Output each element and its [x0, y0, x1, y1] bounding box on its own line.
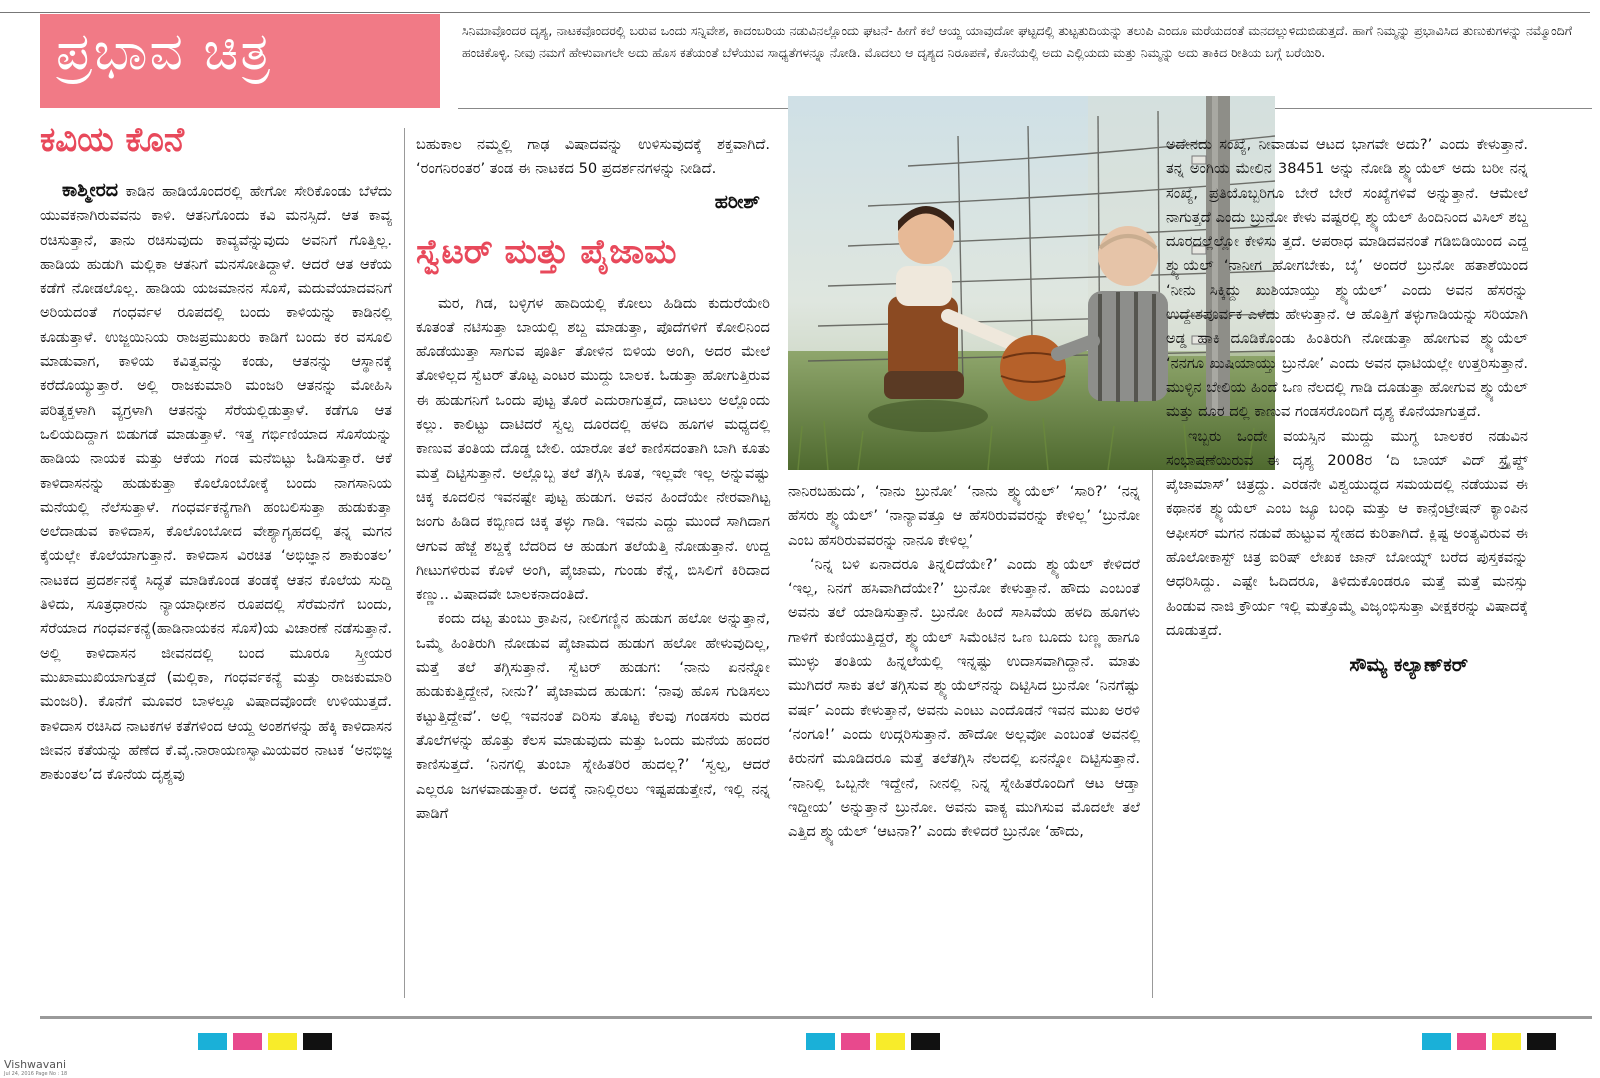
magenta-swatch	[841, 1033, 870, 1050]
article-1-dropcap: ಕಾಶ್ಮೀರದ	[62, 179, 119, 201]
article-2-paragraph-1: ಮರ, ಗಿಡ, ಬಳ್ಳಿಗಳ ಹಾದಿಯಲ್ಲಿ ಕೋಲು ಹಿಡಿದು ಕುದುರೆಯೇರಿ ಕೂತಂತೆ ನಟಿಸುತ್ತಾ ಬಾಯಲ್ಲಿ ಶಬ್ದ ಮಾಡುತ್ತಾ, ಪೊದೆಗಳಿಗೆ ಕೋಲಿನಿಂದ ಹೊಡೆಯುತ್ತಾ ಸಾಗುವ ಪೂರ್ತಿ ತೋಳಿನ ಬಿಳಿಯ ಅಂಗಿ, ಅದರ ಮೇಲೆ ತೋಳಿಲ್ಲದ ಸ್ವೆಟರ್ ತೊಟ್ಟ ಎಂಟರ ಮುದ್ದು ಬಾಲಕ. ಓಡುತ್ತಾ ಹೋಗುತ್ತಿರುವ ಈ ಹುಡುಗನಿಗೆ ಒಂದು ಪುಟ್ಟ ತೊರೆ ಎದುರಾಗುತ್ತದೆ, ದಾಟಲು ಅಲ್ಲೊಂದು ಕಲ್ಲು. ಕಾಲಿಟ್ಟು ದಾಟಿದರೆ ಸ್ವಲ್ಪ ದೂರದಲ್ಲಿ ಹಳದಿ ಹೂಗಳ ಮಧ್ಯದಲ್ಲಿ ಕಾಣುವ ತಂತಿಯ ದೊಡ್ಡ ಬೇಲಿ. ಯಾರೋ ತಲೆ ಕಾಣಿಸದಂತಾಗಿ ಬಾಗಿ ಕೂತು ಮತ್ತೆ ದಿಟ್ಟಿಸುತ್ತಾನೆ. ಅಲ್ಲೊಬ್ಬ ತಲೆ ತಗ್ಗಿಸಿ ಕೂತ, ಇಲ್ಲವೇ ಇಲ್ಲ ಅನ್ನುವಷ್ಟು ಚಿಕ್ಕ ಕೂದಲಿನ ಇವನಷ್ಟೇ ಪುಟ್ಟ ಹುಡುಗ. ಅವನ ಹಿಂದೆಯೇ ನೇರವಾಗಿಟ್ಟ ಜಂಗು ಹಿಡಿದ ಕಬ್ಬಿಣದ ಚಿಕ್ಕ ತಳ್ಳು ಗಾಡಿ. ಇವನು ಎದ್ದು ಮುಂದೆ ಸಾಗಿದಾಗ ಆಗುವ ಹೆಜ್ಜೆ ಶಬ್ದಕ್ಕೆ ಬೆದರಿದ ಆ ಹುಡುಗ ತಲೆಯೆತ್ತಿ ನೋಡುತ್ತಾನೆ. ಉದ್ದ ಗೀಟುಗಳಿರುವ ಕೊಳೆ ಅಂಗಿ, ಪೈಜಾಮ, ಗುಂಡು ಕೆನ್ನೆ, ಬಿಸಿಲಿಗೆ ಕಿರಿದಾದ ಕಣ್ಣು.. ವಿಷಾದವೇ ಬಾಲಕನಾದಂತಿದೆ.	[416, 294, 770, 604]
article-1-author: ಹರೀಶ್	[714, 190, 760, 213]
cyan-swatch	[198, 1033, 227, 1050]
black-swatch	[911, 1033, 940, 1050]
yellow-swatch	[1492, 1033, 1521, 1050]
article-1-body	[40, 178, 392, 787]
black-swatch	[303, 1033, 332, 1050]
color-registration-marks-right	[1422, 1033, 1556, 1050]
article-2-author: ಸೌಮ್ಯ ಕಲ್ಯಾಣ್‌ಕರ್	[1349, 654, 1468, 677]
article-2-paragraph-6: ಇಬ್ಬರು ಒಂದೇ ವಯಸ್ಸಿನ ಮುದ್ದು ಮುಗ್ಧ ಬಾಲಕರ ನಡುವಿನ ಸಂಭಾಷಣೆಯಿರುವ ಈ ದೃಶ್ಯ 2008ರ ‘ದಿ ಬಾಯ್ ವಿದ್ ಸ್ಟ್ರೈಪ್ಡ್ ಪೈಜಾಮಾಸ್’ ಚಿತ್ರದ್ದು. ಎರಡನೇ ವಿಶ್ವಯುದ್ಧದ ಸಮಯದಲ್ಲಿ ನಡೆಯುವ ಈ ಕಥಾನಕ ಶ್ಮ್ಯುಯೆಲ್ ಎಂಬ ಜ್ಯೂ ಬಂಧಿ ಮತ್ತು ಆ ಕಾನ್ಸೆಂಟ್ರೇಷನ್ ಕ್ಯಾಂಪಿನ ಆಫೀಸರ್ ಮಗನ ನಡುವೆ ಹುಟ್ಟುವ ಸ್ನೇಹದ ಕುರಿತಾಗಿದೆ. ಕ್ಲಿಷ್ಟ ಅಂತ್ಯವಿರುವ ಈ ಹೊಲೋಕಾಸ್ಟ್ ಚಿತ್ರ ಐರಿಷ್ ಲೇಖಕ ಜಾನ್ ಬೋಯ್ನ್ ಬರೆದ ಪುಸ್ತಕವನ್ನು ಆಧರಿಸಿದ್ದು. ಎಷ್ಟೇ ಓದಿದರೂ, ತಿಳಿದುಕೊಂಡರೂ ಮತ್ತೆ ಮತ್ತೆ ಮನಸ್ಸು ಹಿಂಡುವ ನಾಜಿ ಕ್ರೌರ್ಯ ಇಲ್ಲಿ ಮತ್ತೊಮ್ಮೆ ವಿಜೃಂಭಿಸುತ್ತಾ ವೀಕ್ಷಕರನ್ನು ವಿಷಾದಕ್ಕೆ ದೂಡುತ್ತದೆ.	[1166, 427, 1528, 639]
article-1-headline: ಕವಿಯ ಕೊನೆ	[40, 120, 185, 160]
cyan-swatch	[1422, 1033, 1451, 1050]
magenta-swatch	[233, 1033, 262, 1050]
article-1-text: ಕಾಡಿನ ಹಾಡಿಯೊಂದರಲ್ಲಿ ಹೇಗೋ ಸೇರಿಕೊಂಡು ಬೆಳೆದು ಯುವಕನಾಗಿರುವವನು ಕಾಳಿ. ಆತನಿಗೊಂದು ಕವಿ ಮನಸ್ಸಿದೆ. ಆತ ಕಾವ್ಯ ರಚಿಸುತ್ತಾನೆ, ತಾನು ರಚಿಸುವುದು ಕಾವ್ಯವೆನ್ನುವುದು ಅವನಿಗೆ ಗೊತ್ತಿಲ್ಲ. ಹಾಡಿಯ ಹುಡುಗಿ ಮಲ್ಲಿಕಾ ಆತನಿಗೆ ಮನಸೋತಿದ್ದಾಳೆ. ಆದರೆ ಆತ ಆಕೆಯ ಕಡೆಗೆ ನೋಡಲೊಲ್ಲ. ಹಾಡಿಯ ಯಜಮಾನನ ಸೊಸೆ, ಮದುವೆಯಾದವನಿಗೆ ಅರಿಯದಂತೆ ಗಂಧರ್ವಳ ರೂಪದಲ್ಲಿ ಬಂದು ಕಾಳಿಯನ್ನು ಕಾಡಿನಲ್ಲಿ ಕೂಡುತ್ತಾಳೆ. ಉಜ್ಜಯಿನಿಯ ರಾಜಪ್ರಮುಖರು ಕಾಡಿಗೆ ಬಂದು ಕರ ವಸೂಲಿ ಮಾಡುವಾಗ, ಕಾಳಿಯ ಕವಿತ್ವವನ್ನು ಕಂಡು, ಆತನನ್ನು ಆಸ್ಥಾನಕ್ಕೆ ಕರೆದೊಯ್ಯುತ್ತಾರೆ. ಅಲ್ಲಿ ರಾಜಕುಮಾರಿ ಮಂಜರಿ ಆತನನ್ನು ಮೋಹಿಸಿ ಪರಿತ್ಯಕ್ತಳಾಗಿ ವ್ಯಗ್ರಳಾಗಿ ಆತನನ್ನು ಸೆರೆಯಲ್ಲಿಡುತ್ತಾಳೆ. ಕಡೆಗೂ ಆತ ಒಲಿಯದಿದ್ದಾಗ ಬಿಡುಗಡೆ ಮಾಡುತ್ತಾಳೆ. ಇತ್ತ ಗರ್ಭಿಣಿಯಾದ ಸೊಸೆಯನ್ನು ಹಾಡಿಯ ನಾಯಕ ಮತ್ತು ಆಕೆಯ ಗಂಡ ಮನೆಬಿಟ್ಟು ಓಡಿಸುತ್ತಾರೆ. ಆಕೆ ಕಾಳಿದಾಸನನ್ನು ಹುಡುಕುತ್ತಾ ಕೊಲೊಂಬೋಕ್ಕೆ ಬಂದು ನಾಗಸಾನಿಯ ಮನೆಯಲ್ಲಿ ನೆಲೆಸುತ್ತಾಳೆ. ಗಂಧರ್ವಕನ್ಯೆಗಾಗಿ ಹಂಬಲಿಸುತ್ತಾ ಹುಡುಕುತ್ತಾ ಅಲೆದಾಡುವ ಕಾಳಿದಾಸ, ಕೊಲೊಂಬೋದ ವೇಶ್ಯಾಗೃಹದಲ್ಲಿ ತನ್ನ ಮಗನ ಕೈಯಲ್ಲೇ ಕೊಲೆಯಾಗುತ್ತಾನೆ. ಕಾಳಿದಾಸ ವಿರಚಿತ ‘ಅಭಿಜ್ಞಾನ ಶಾಕುಂತಲ’ ನಾಟಕದ ಪ್ರದರ್ಶನಕ್ಕೆ ಸಿದ್ಧತೆ ಮಾಡಿಕೊಂಡ ತಂಡಕ್ಕೆ ಆತನ ಕೊಲೆಯ ಸುದ್ದಿ ತಿಳಿದು, ಸೂತ್ರಧಾರನು ನ್ಯಾಯಾಧೀಶನ ರೂಪದಲ್ಲಿ ಸೆರೆಮನೆಗೆ ಬಂದು, ಸೆರೆಯಾದ ಗಂಧರ್ವಕನ್ಯೆ(ಹಾಡಿನಾಯಕನ ಸೊಸೆ)ಯ ವಿಚಾರಣೆ ನಡೆಸುತ್ತಾನೆ. ಅಲ್ಲಿ ಕಾಳಿದಾಸನ ಜೀವನದಲ್ಲಿ ಬಂದ ಮೂರೂ ಸ್ತ್ರೀಯರ ಮುಖಾಮುಖಿಯಾಗುತ್ತದೆ (ಮಲ್ಲಿಕಾ, ಗಂಧರ್ವಕನ್ಯೆ ಮತ್ತು ರಾಜಕುಮಾರಿ ಮಂಜರಿ). ಕೊನೆಗೆ ಮೂವರ ಬಾಳಲ್ಲೂ ವಿಷಾದವೊಂದೇ ಉಳಿಯುತ್ತದೆ. ಕಾಳಿದಾಸ ರಚಿಸಿದ ನಾಟಕಗಳ ಕತೆಗಳಿಂದ ಆಯ್ದ ಅಂಶಗಳನ್ನು ಹೆಕ್ಕಿ ಕಾಳಿದಾಸನ ಜೀವನ ಕತೆಯನ್ನು ಹೆಣೆದ ಕೆ.ವೈ.ನಾರಾಯಣಸ್ವಾಮಿಯವರ ನಾಟಕ ‘ಅನಭಿಜ್ಞ ಶಾಕುಂತಲ’ದ ಕೊನೆಯ ದೃಶ್ಯವು	[40, 183, 392, 784]
black-swatch	[1527, 1033, 1556, 1050]
column-1	[40, 118, 392, 787]
page-info: Jul 24, 2016 Page No : 18	[4, 1071, 68, 1077]
column-rule-1	[404, 128, 405, 998]
yellow-swatch	[268, 1033, 297, 1050]
column-3	[788, 480, 1140, 844]
publication-name: Vishwavani	[4, 1058, 67, 1071]
magenta-swatch	[1457, 1033, 1486, 1050]
section-intro: ಸಿನಿಮಾವೊಂದರ ದೃಶ್ಯ, ನಾಟಕವೊಂದರಲ್ಲಿ ಬರುವ ಒಂದು ಸನ್ನಿವೇಶ, ಕಾದಂಬರಿಯ ನಡುವಿನಲ್ಲೊಂದು ಘಟನೆ- ಹೀಗೆ ಕಲೆ ಆಯ್ದ ಯಾವುದೋ ಘಟ್ಟದಲ್ಲಿ ತುಟ್ಟತುದಿಯನ್ನು ತಲುಪಿ ಎಂದೂ ಮರೆಯದಂತೆ ಮನದಲ್ಲುಳಿದುಬಿಡುತ್ತದೆ. ಹಾಗೆ ನಿಮ್ಮನ್ನು ಪ್ರಭಾವಿಸಿದ ತುಣುಕುಗಳನ್ನು ನಮ್ಮೊಂದಿಗೆ ಹಂಚಿಕೊಳ್ಳಿ. ನೀವು ನಮಗೆ ಹೇಳುವಾಗಲೇ ಅದು ಹೊಸ ಕತೆಯಂತೆ ಬೆಳೆಯುವ ಸಾಧ್ಯತೆಗಳನ್ನೂ ನೋಡಿ. ಮೊದಲು ಆ ದೃಶ್ಯದ ನಿರೂಪಣೆ, ಕೊನೆಯಲ್ಲಿ ಅದು ಎಲ್ಲಿಯದು ಮತ್ತು ನಿಮ್ಮನ್ನು ಅದು ತಾಕಿದ ರೀತಿಯ ಬಗ್ಗೆ ಬರೆಯಿರಿ.	[462, 23, 1572, 60]
column-rule-3	[1152, 470, 1153, 998]
top-rule	[0, 12, 1590, 13]
color-registration-marks-center	[806, 1033, 940, 1050]
yellow-swatch	[876, 1033, 905, 1050]
article-2-headline: ಸ್ವೆಟರ್ ಮತ್ತು ಪೈಜಾಮ	[416, 231, 677, 272]
article-2-paragraph-5: ಅದೇನದು ಸಂಖ್ಯೆ, ನೀವಾಡುವ ಆಟದ ಭಾಗವೇ ಅದು?’ ಎಂದು ಕೇಳುತ್ತಾನೆ. ತನ್ನ ಅಂಗಿಯ ಮೇಲಿನ 38451 ಅನ್ನು ನೋಡಿ ಶ್ಮ್ಯುಯೆಲ್ ಅದು ಬರೀ ನನ್ನ ಸಂಖ್ಯೆ, ಪ್ರತಿಯೊಬ್ಬರಿಗೂ ಬೇರೆ ಬೇರೆ ಸಂಖ್ಯೆಗಳಿವೆ ಅನ್ನುತ್ತಾನೆ. ಆಮೇಲೆ ನಾಗುತ್ತದೆ ಎಂದು ಬ್ರುನೋ ಕೇಳು ವಷ್ಟರಲ್ಲಿ ಶ್ಮ್ಯುಯೆಲ್ ಹಿಂದಿನಿಂದ ವಿಸಿಲ್ ಶಬ್ದ ದೂರದಲ್ಲೆಲ್ಲೋ ಕೇಳಿಸು ತ್ತದೆ. ಅಪರಾಧ ಮಾಡಿದವನಂತೆ ಗಡಿಬಿಡಿಯಿಂದ ಎದ್ದ ಶ್ಮ್ಯುಯೆಲ್ ‘ನಾನೀಗ ಹೋಗಬೇಕು, ಬೈ’ ಅಂದರೆ ಬ್ರುನೋ ಹತಾಶೆಯಿಂದ ‘ನೀನು ಸಿಕ್ಕಿದ್ದು ಖುಶಿಯಾಯ್ತು ಶ್ಮ್ಯುಯೆಲ್’ ಎಂದು ಅವನ ಹೆಸರನ್ನು ಉದ್ದೇಶಪೂರ್ವಕ ಎಳೆದು ಹೇಳುತ್ತಾನೆ. ಆ ಹೊತ್ತಿಗೆ ತಳ್ಳುಗಾಡಿಯನ್ನು ಸರಿಯಾಗಿ ಅಡ್ಡ ಹಾಕಿ ದೂಡಿಕೊಂಡು ಹಿಂತಿರುಗಿ ನೋಡುತ್ತಾ ಹೋಗುವ ಶ್ಮ್ಯುಯೆಲ್ ‘ನನಗೂ ಖುಷಿಯಾಯ್ತು ಬ್ರುನೋ’ ಎಂದು ಅವನ ಧಾಟಿಯಲ್ಲೇ ಉತ್ತರಿಸುತ್ತಾನೆ. ಮುಳ್ಳಿನ ಬೇಲಿಯ ಹಿಂದೆ ಒಣ ನೆಲದಲ್ಲಿ ಗಾಡಿ ದೂಡುತ್ತಾ ಹೋಗುವ ಶ್ಮ್ಯುಯೆಲ್ ಮತ್ತು ದೂರ ದಲ್ಲಿ ಕಾಣುವ ಗಂಡಸರೊಂದಿಗೆ ದೃಶ್ಯ ಕೊನೆಯಾಗುತ್ತದೆ.	[1166, 136, 1528, 421]
bottom-rule	[40, 1016, 1592, 1019]
article-2-paragraph-3: ನಾನಿರಬಹುದು’, ‘ನಾನು ಬ್ರುನೋ’ ‘ನಾನು ಶ್ಮ್ಯುಯೆಲ್’ ‘ಸಾರಿ?’ ‘ನನ್ನ ಹೆಸರು ಶ್ಮ್ಯುಯೆಲ್’ ‘ನಾನ್ಯಾವತ್ತೂ ಆ ಹೆಸರಿರುವವರನ್ನು ಕೇಳಿಲ್ಲ’ ‘ಬ್ರುನೋ ಎಂಬ ಹೆಸರಿರುವವರನ್ನು ನಾನೂ ಕೇಳಿಲ್ಲ’	[788, 483, 1140, 549]
column-2	[416, 133, 770, 826]
column-4	[1166, 133, 1528, 679]
section-title: ಪ್ರಭಾವ ಚಿತ್ರ	[56, 22, 273, 82]
article-1-continuation: ಬಹುಕಾಲ ನಮ್ಮಲ್ಲಿ ಗಾಢ ವಿಷಾದವನ್ನು ಉಳಿಸುವುದಕ್ಕೆ ಶಕ್ತವಾಗಿದೆ. ‘ರಂಗನಿರಂತರ’ ತಂಡ ಈ ನಾಟಕದ 50 ಪ್ರದರ್ಶನಗಳನ್ನು ನೀಡಿದೆ.	[416, 136, 770, 178]
section-banner	[40, 14, 440, 108]
article-2-paragraph-2: ಕಂದು ದಟ್ಟ ತುಂಬು ಕ್ರಾಪಿನ, ನೀಲಿಗಣ್ಣಿನ ಹುಡುಗ ಹಲೋ ಅನ್ನುತ್ತಾನೆ, ಒಮ್ಮೆ ಹಿಂತಿರುಗಿ ನೋಡುವ ಪೈಜಾಮದ ಹುಡುಗ ಹಲೋ ಹೇಳುವುದಿಲ್ಲ, ಮತ್ತೆ ತಲೆ ತಗ್ಗಿಸುತ್ತಾನೆ. ಸ್ವೆಟರ್ ಹುಡುಗ: ‘ನಾನು ಏನನ್ನೋ ಹುಡುಕುತ್ತಿದ್ದೇನೆ, ನೀನು?’ ಪೈಜಾಮದ ಹುಡುಗ: ‘ನಾವು ಹೊಸ ಗುಡಿಸಲು ಕಟ್ಟುತ್ತಿದ್ದೇವೆ’. ಅಲ್ಲಿ ಇವನಂತೆ ದಿರಿಸು ತೊಟ್ಟ ಕೆಲವು ಗಂಡಸರು ಮರದ ತೊಲೆಗಳನ್ನು ಹೊತ್ತು ಕೆಲಸ ಮಾಡುವುದು ಮತ್ತು ಒಂದು ಮನೆಯ ಹಂದರ ಕಾಣಿಸುತ್ತದೆ. ‘ನಿನಗಲ್ಲಿ ತುಂಬಾ ಸ್ನೇಹಿತರಿರ ಹುದಲ್ಲ?’ ‘ಸ್ವಲ್ಪ, ಆದರೆ ಎಲ್ಲರೂ ಜಗಳವಾಡುತ್ತಾರೆ. ಅದಕ್ಕೆ ನಾನಿಲ್ಲಿರಲು ಇಷ್ಟಪಡುತ್ತೇನೆ, ಇಲ್ಲಿ ನನ್ನ ಪಾಡಿಗೆ	[416, 610, 770, 822]
article-2-paragraph-4: ‘ನಿನ್ನ ಬಳಿ ಏನಾದರೂ ತಿನ್ನಲಿದೆಯೇ?’ ಎಂದು ಶ್ಮ್ಯುಯೆಲ್ ಕೇಳಿದರೆ ‘ಇಲ್ಲ, ನಿನಗೆ ಹಸಿವಾಗಿದೆಯೇ?’ ಬ್ರುನೋ ಕೇಳುತ್ತಾನೆ. ಹೌದು ಎಂಬಂತೆ ಅವನು ತಲೆ ಯಾಡಿಸುತ್ತಾನೆ. ಬ್ರುನೋ ಹಿಂದೆ ಸಾಸಿವೆಯ ಹಳದಿ ಹೂಗಳು ಗಾಳಿಗೆ ಕುಣಿಯುತ್ತಿದ್ದರೆ, ಶ್ಮ್ಯುಯೆಲ್ ಸಿಮೆಂಟಿನ ಒಣ ಬೂದು ಬಣ್ಣ ಹಾಗೂ ಮುಳ್ಳು ತಂತಿಯ ಹಿನ್ನಲೆಯಲ್ಲಿ ಇನ್ನಷ್ಟು ಉದಾಸವಾಗಿದ್ದಾನೆ. ಮಾತು ಮುಗಿದರೆ ಸಾಕು ತಲೆ ತಗ್ಗಿಸುವ ಶ್ಮ್ಯುಯೆಲ್‌ನನ್ನು ದಿಟ್ಟಿಸಿದ ಬ್ರುನೋ ‘ನಿನಗೆಷ್ಟು ವರ್ಷ’ ಎಂದು ಕೇಳುತ್ತಾನೆ, ಅವನು ಎಂಟು ಎಂದೊಡನೆ ಇವನ ಮುಖ ಅರಳಿ ‘ನಂಗೂ!’ ಎಂದು ಉದ್ಗರಿಸುತ್ತಾನೆ. ಹೌದೋ ಅಲ್ಲವೋ ಎಂಬಂತೆ ಅವನಲ್ಲಿ ಕಿರುನಗೆ ಮೂಡಿದರೂ ಮತ್ತೆ ತಲೆತಗ್ಗಿಸಿ ನೆಲದಲ್ಲಿ ಏನನ್ನೋ ದಿಟ್ಟಿಸುತ್ತಾನೆ. ‘ನಾನಿಲ್ಲಿ ಒಬ್ಬನೇ ಇದ್ದೇನೆ, ನೀನಲ್ಲಿ ನಿನ್ನ ಸ್ನೇಹಿತರೊಂದಿಗೆ ಆಟ ಆಡ್ತಾ ಇದ್ದೀಯ’ ಅನ್ನುತ್ತಾನೆ ಬ್ರುನೋ. ಅವನು ವಾಕ್ಯ ಮುಗಿಸುವ ಮೊದಲೇ ತಲೆ ಎತ್ತಿದ ಶ್ಮ್ಯುಯೆಲ್ ‘ಆಟನಾ?’ ಎಂದು ಕೇಳಿದರೆ ಬ್ರುನೋ ‘ಹೌದು,	[788, 555, 1140, 841]
cyan-swatch	[806, 1033, 835, 1050]
color-registration-marks-left	[198, 1033, 332, 1050]
